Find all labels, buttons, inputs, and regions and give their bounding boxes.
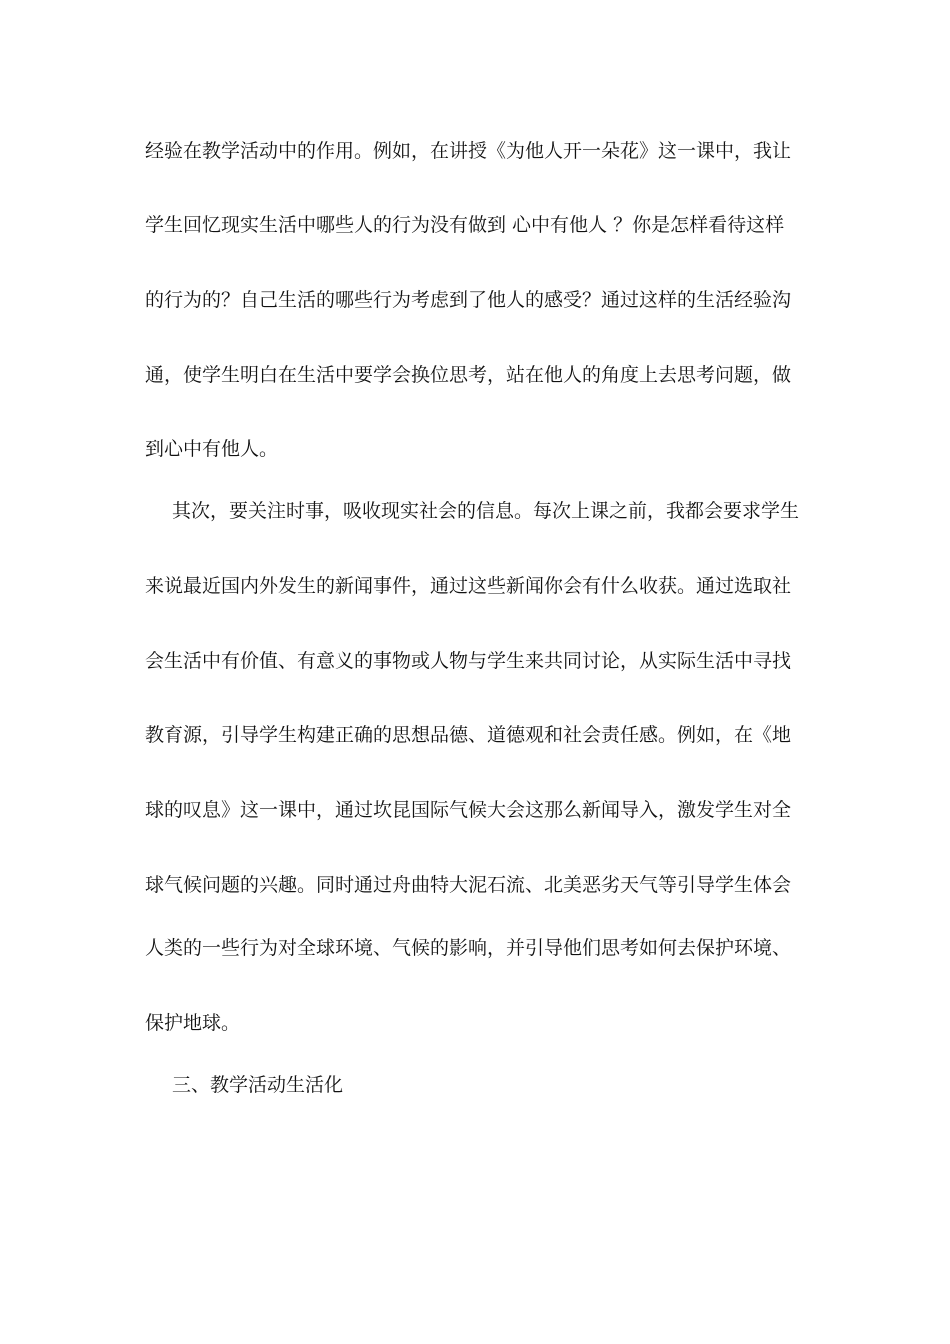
- text-line: 通，使学生明白在生活中要学会换位思考，站在他人的角度上去思考问题，做: [145, 364, 792, 386]
- text-line: 经验在教学活动中的作用。例如，在讲授《为他人开一朵花》这一课中，我让: [145, 140, 792, 162]
- text-line: 球气候问题的兴趣。同时通过舟曲特大泥石流、北美恶劣天气等引导学生体会: [145, 874, 792, 896]
- paragraph-start-line: 其次，要关注时事，吸收现实社会的信息。每次上课之前，我都会要求学生: [172, 500, 800, 522]
- text-line: 来说最近国内外发生的新闻事件，通过这些新闻你会有什么收获。通过选取社: [145, 575, 792, 597]
- text-line: 保护地球。: [145, 1012, 241, 1034]
- text-line: 人类的一些行为对全球环境、气候的影响，并引导他们思考如何去保护环境、: [145, 937, 792, 959]
- section-heading: 三、教学活动生活化: [172, 1074, 344, 1096]
- text-line: 会生活中有价值、有意义的事物或人物与学生来共同讨论，从实际生活中寻找: [145, 650, 792, 672]
- text-line: 的行为的？自己生活的哪些行为考虑到了他人的感受？通过这样的生活经验沟: [145, 289, 792, 311]
- text-line: 球的叹息》这一课中，通过坎昆国际气候大会这那么新闻导入，激发学生对全: [145, 799, 792, 821]
- text-line: 教育源，引导学生构建正确的思想品德、道德观和社会责任感。例如，在《地: [145, 724, 792, 746]
- text-line: 学生回忆现实生活中哪些人的行为没有做到 心中有他人 ？你是怎样看待这样: [145, 214, 785, 236]
- text-line: 到心中有他人。: [145, 438, 279, 460]
